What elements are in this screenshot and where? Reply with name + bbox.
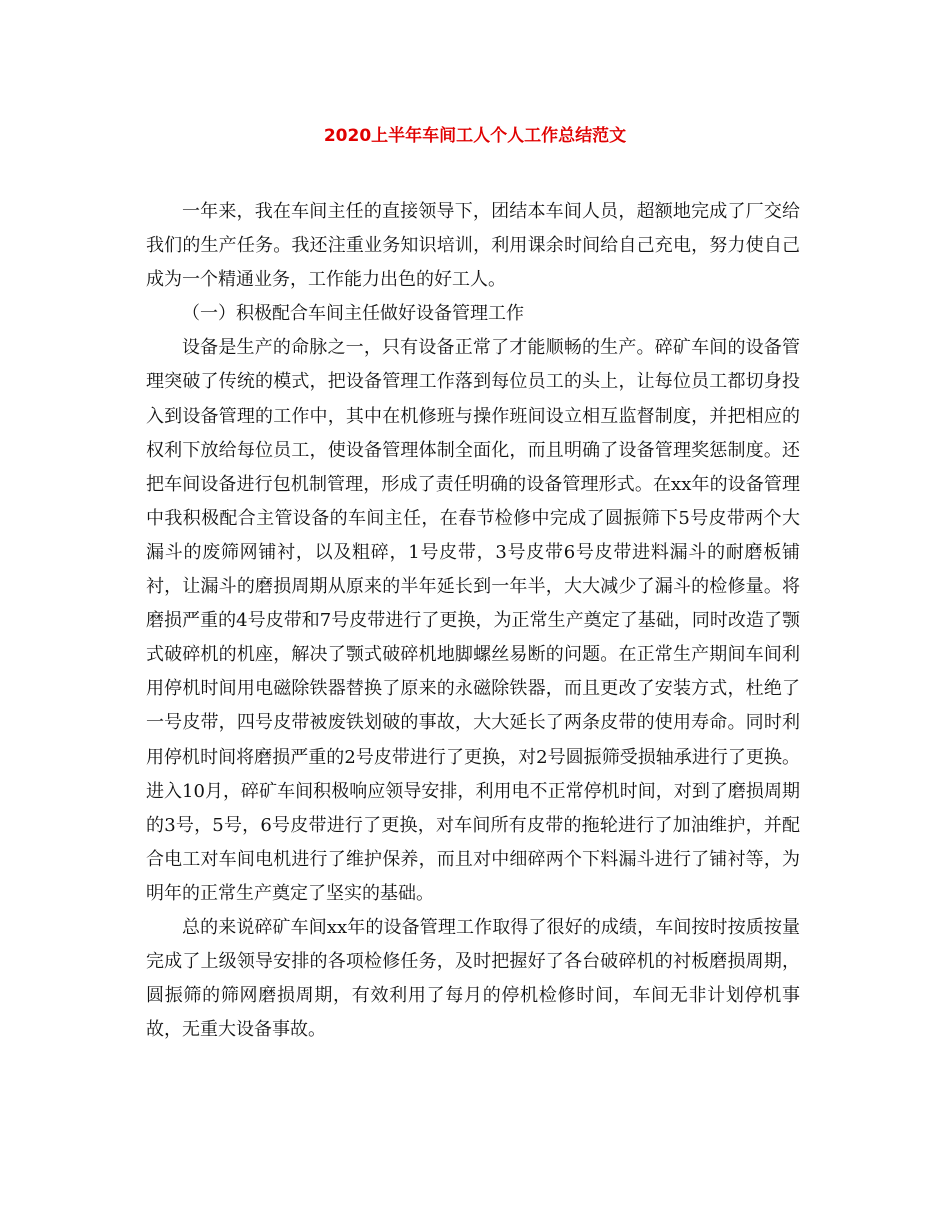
document-title: 2020上半年车间工人个人工作总结范文 [323, 126, 627, 146]
paragraph-intro: 一年来，我在车间主任的直接领导下，团结本车间人员，超额地完成了厂交给我们的生产任务。我还注重业务知识培训，利用课余时间给自己充电，努力使自己成为一个精通业务，工作能力出色的好工人。 [146, 201, 800, 291]
section-heading: （一）积极配合车间主任做好设备管理工作 [182, 303, 524, 325]
paragraph-summary: 总的来说碎矿车间xx年的设备管理工作取得了很好的成绩，车间按时按质按量完成了上级领导安排的各项检修任务，及时把握好了各台破碎机的衬板磨损周期，圆振筛的筛网磨损周期，有效利用了每月的停机检修时间，车间无非计划停机事故，无重大设备事故。 [146, 916, 800, 1041]
paragraph-equipment: 设备是生产的命脉之一，只有设备正常了才能顺畅的生产。碎矿车间的设备管理突破了传统的模式，把设备管理工作落到每位员工的头上，让每位员工都切身投入到设备管理的工作中，其中在机修班与操作班间设立相互监督制度，并把相应的权利下放给每位员工，使设备管理体制全面化，而且明确了设备管理奖惩制度。还把车间设备进行包机制管理，形成了责任明确的设备管理形式。在xx年的设备管理中我积极配合主管设备的车间主任，在春节检修中完成了圆振筛下5号皮带两个大漏斗的废筛网铺衬，以及粗碎，1号皮带，3号皮带6号皮带进料漏斗的耐磨板铺衬，让漏斗的磨损周期从原来的半年延长到一年半，大大减少了漏斗的检修量。将磨损严重的4号皮带和7号皮带进行了更换，为正常生产奠定了基础，同时改造了颚式破碎机的机座，解决了颚式破碎机地脚螺丝易断的问题。在正常生产期间车间利用停机时间用电磁除铁器替换了原来的永磁除铁器，而且更改了安装方式，杜绝了一号皮带，四号皮带被废铁划破的事故，大大延长了两条皮带的使用寿命。同时利用停机时间将磨损严重的2号皮带进行了更换，对2号圆振筛受损轴承进行了更换。进入10月，碎矿车间积极响应领导安排，利用电不正常停机时间，对到了磨损周期的3号，5号，6号皮带进行了更换，对车间所有皮带的拖轮进行了加油维护，并配合电工对车间电机进行了维护保养，而且对中细碎两个下料漏斗进行了铺衬等，为明年的正常生产奠定了坚实的基础。 [146, 337, 800, 904]
document-body [146, 195, 800, 1047]
